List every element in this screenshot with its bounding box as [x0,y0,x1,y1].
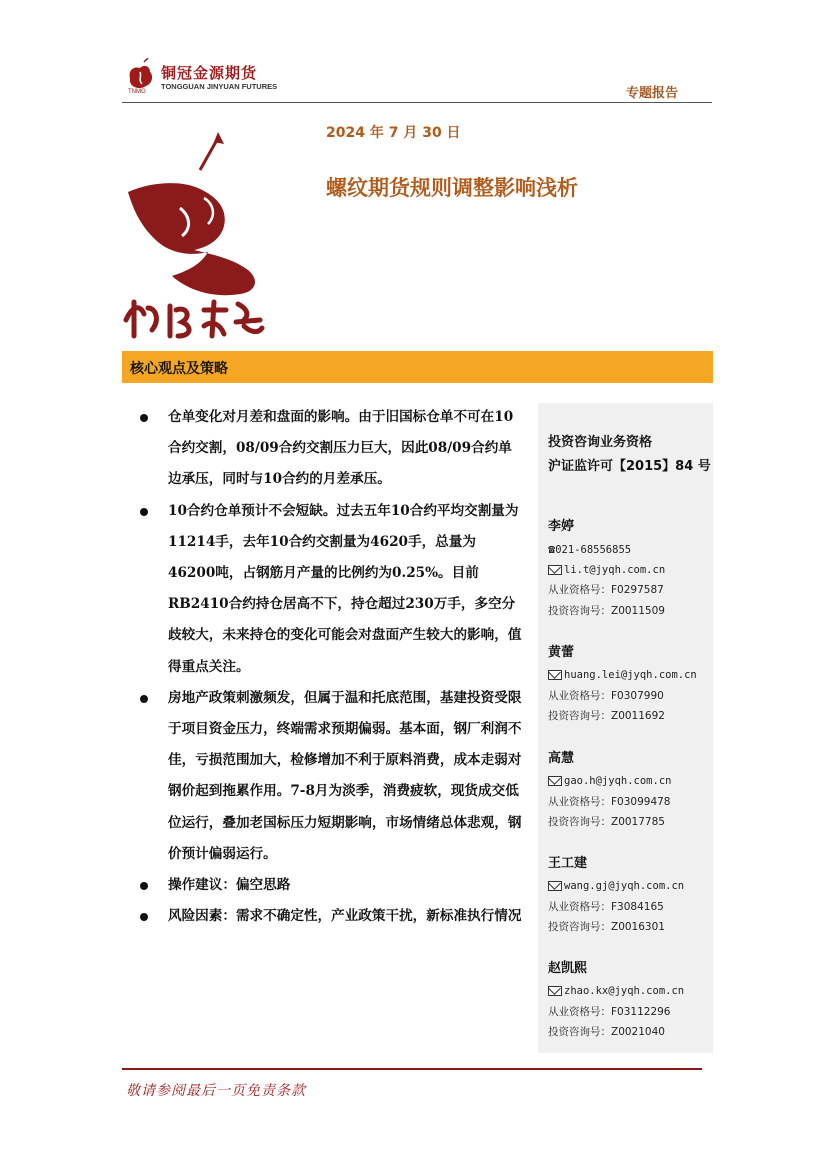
analyst-practice-no: 从业资格号：F03112296 [548,1005,671,1018]
bullet-item: 操作建议：偏空思路 [136,870,522,901]
analyst-name: 赵凯熙 [548,961,588,976]
qualification-license: 沪证监许可【2015】84 号 [548,459,711,474]
analyst-advisory-no: 投资咨询号：Z0016301 [548,921,665,933]
analyst-email[interactable]: gao.h@jyqh.com.cn [548,771,713,792]
analyst-advisory-no: 投资咨询号：Z0017785 [548,816,665,828]
qualification-title: 投资咨询业务资格 [548,435,653,450]
core-bullet-list [136,402,522,932]
analyst-advisory-no: 投资咨询号：Z0021040 [548,1026,665,1038]
analyst-email[interactable]: li.t@jyqh.com.cn [548,560,713,581]
bullet-item: 房地产政策刺激频发，但属于温和托底范围，基建投资受限于项目资金压力，终端需求预期偏弱。基本面，钢厂利润不佳，亏损范围加大，检修增加不利于原料消费，成本走弱对钢价起到拖累作用。7-8月为淡季，消费疲软，现货成交低位运行，叠加老国标压力短期影响，市场情绪总体悲观，钢价预计偏弱运行。 [136,683,522,870]
analyst-card [548,517,713,621]
analyst-practice-no: 从业资格号：F0307990 [548,689,664,702]
report-date: 2024 年 7 月 30 日 [326,125,461,141]
analyst-email[interactable]: wang.gj@jyqh.com.cn [548,876,713,897]
mail-icon [548,881,562,891]
bullet-dot-icon [140,913,148,921]
bullet-dot-icon [140,882,148,890]
report-title: 螺纹期货规则调整影响浅析 [326,176,578,200]
footer-disclaimer: 敬请参阅最后一页免责条款 [126,1083,306,1099]
analyst-advisory-no: 投资咨询号：Z0011692 [548,710,665,722]
analyst-practice-no: 从业资格号：F3084165 [548,900,664,913]
phone-icon: ☎ [548,542,556,556]
core-section-title: 核心观点及策略 [130,361,228,377]
bullet-item: 仓单变化对月差和盘面的影响。由于旧国标仓单不可在10合约交割，08/09合约交割压力巨大，因此08/09合约单边承压，同时与10合约的月差承压。 [136,402,522,496]
mail-icon [548,986,562,996]
analyst-practice-no: 从业资格号：F03099478 [548,795,671,808]
analyst-email[interactable]: zhao.kx@jyqh.com.cn [548,981,713,1002]
report-type-label: 专题报告 [626,86,679,101]
copper-emblem-icon [120,130,270,342]
header-divider [122,102,712,103]
mail-icon [548,776,562,786]
company-name-en: TONGGUAN JINYUAN FUTURES [161,82,278,91]
bullet-dot-icon [140,508,148,516]
analyst-name: 高慧 [548,751,575,766]
mail-icon [548,670,562,680]
company-abbr: TNMG [128,89,146,95]
analyst-name: 黄蕾 [548,645,575,660]
analyst-card [548,749,713,833]
mail-icon [548,565,562,575]
analyst-sidebar [538,403,713,1053]
analyst-practice-no: 从业资格号：F0297587 [548,584,664,596]
analyst-email[interactable]: huang.lei@jyqh.com.cn [548,665,713,686]
analyst-card [548,643,713,727]
analyst-card [548,959,713,1043]
bullet-dot-icon [140,414,148,422]
bullet-item: 风险因素：需求不确定性，产业政策干扰，新标准执行情况 [136,901,522,932]
footer-divider [122,1068,702,1070]
company-name-cn: 铜冠金源期货 [161,64,258,82]
analyst-name: 王工建 [548,856,588,871]
analyst-name: 李婷 [548,519,575,534]
bullet-item: 10合约仓单预计不会短缺。过去五年10合约平均交割量为11214手，去年10合约交割量为4620手，总量为46200吨，占钢筋月产量的比例约为0.25%。目前RB2410合约持仓居高不下，持仓超过230万手，多空分歧较大，未来持仓的变化可能会对盘面产生较大的影响，值得重点关注。 [136,496,522,683]
analyst-card [548,854,713,938]
analyst-advisory-no: 投资咨询号：Z0011509 [548,604,665,617]
analyst-phone: ☎021-68556855 [548,542,632,556]
bullet-dot-icon [140,695,148,703]
